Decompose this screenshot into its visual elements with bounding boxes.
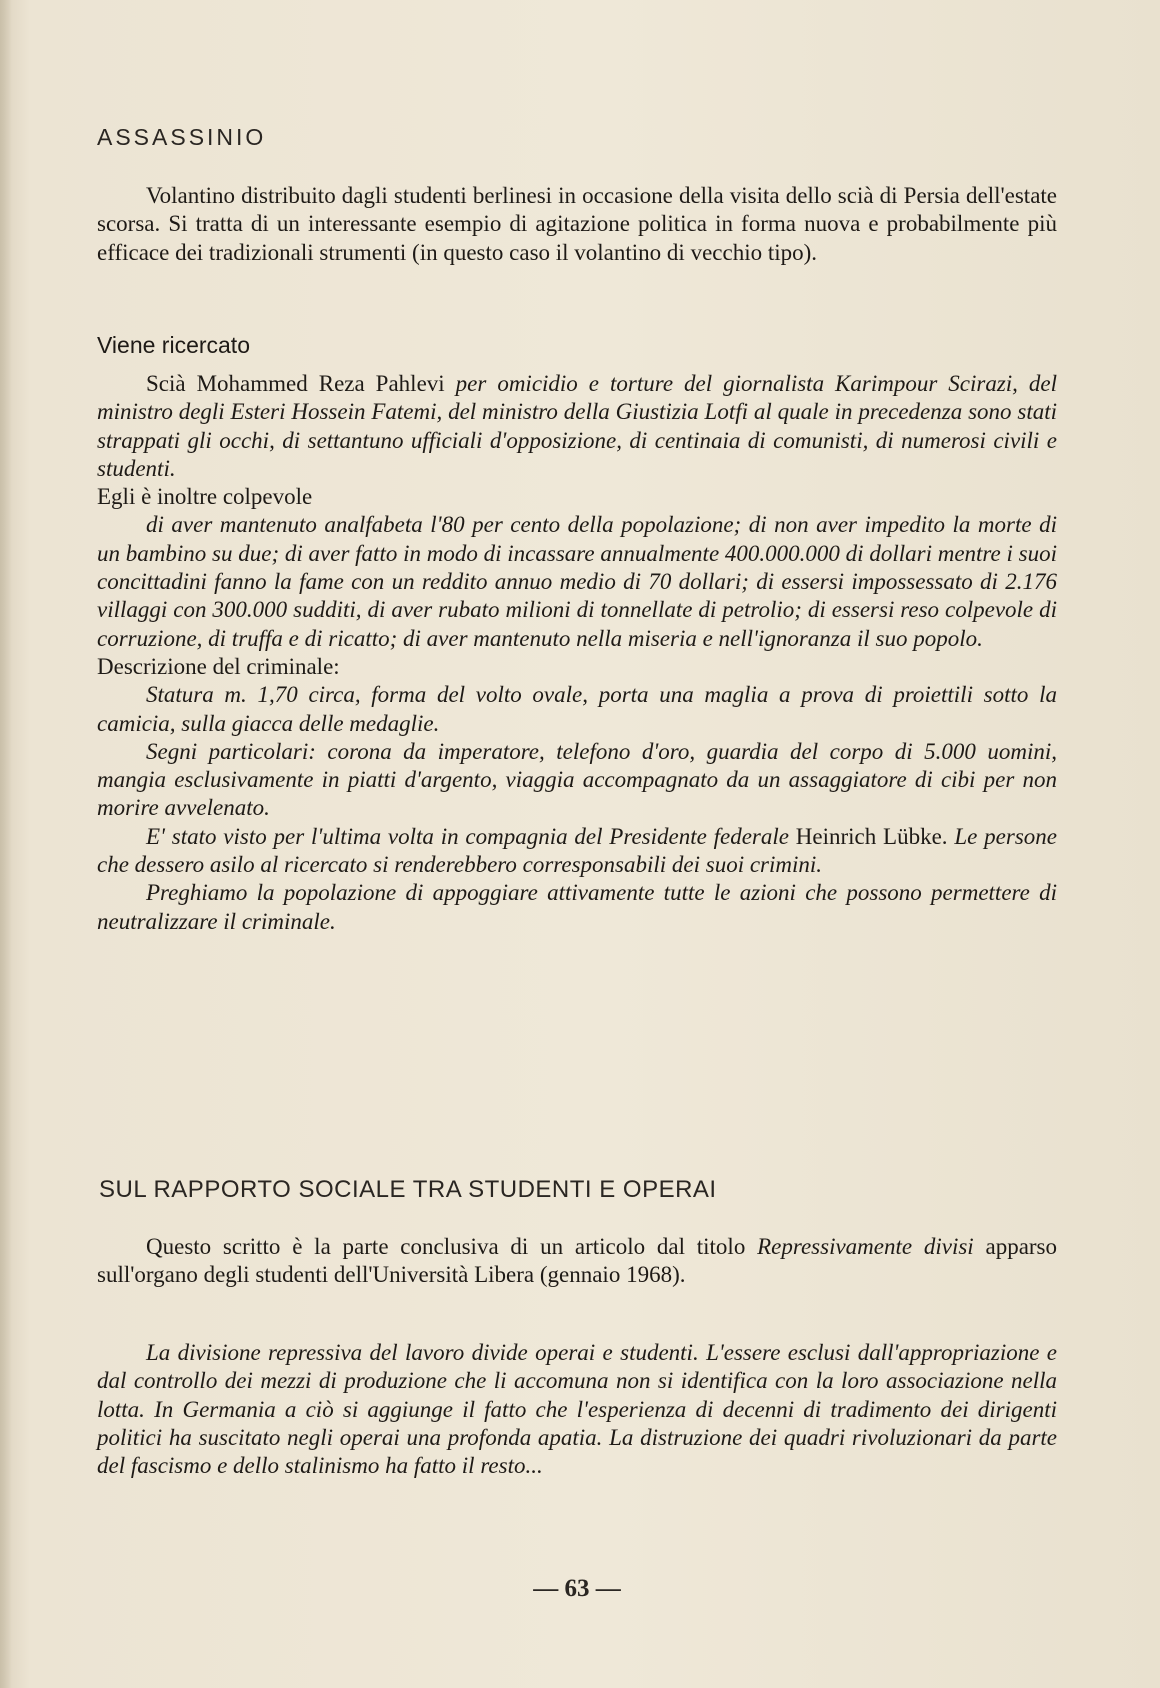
charges-paragraph xyxy=(97,370,1057,483)
section1-intro: Volantino distribuito dagli studenti berlinesi in occasione della visita dello scià di Persia dell'estate scorsa. Si tratta di un interessante esempio di agitazione politica in forma nuova e probabilmente più efficace dei tradizionali strumenti (in questo caso il volantino di vecchio tipo). xyxy=(97,183,1057,265)
wanted-notice xyxy=(97,370,1057,936)
document-page xyxy=(97,0,1057,1688)
last-seen-paragraph xyxy=(97,823,1057,880)
last-seen-text: E' stato visto per l'ultima volta in compagnia del Presidente federale xyxy=(146,823,789,849)
charges-text: per omicidio e torture del giornalista Karimpour Scirazi, del ministro degli Esteri Hossein Fatemi, del ministro della Giustizia Lotfi al quale in precedenza sono stati strappati gli occhi, di settantuno ufficiali d'opposizione, di centinaia di comunisti, di numerosi civili e studenti. xyxy=(97,371,1058,481)
section-title-assassinio: ASSASSINIO xyxy=(97,124,267,150)
section-title-rapporto: SUL RAPPORTO SOCIALE TRA STUDENTI E OPERAI xyxy=(99,1176,717,1203)
stature-text: Statura m. 1,70 circa, forma del volto ovale, porta una maglia a prova di proiettili sotto la camicia, sulla giacca delle medaglie. xyxy=(97,682,1057,736)
subject-name: Scià Mohammed Reza Pahlevi xyxy=(146,371,445,396)
guilty-label: Egli è inoltre colpevole xyxy=(97,484,313,510)
wanted-label: Viene ricercato xyxy=(97,332,250,358)
intro-after: apparso sull'organo degli studenti dell'Università Libera (gennaio 1968). xyxy=(97,1234,1058,1288)
section2-intro xyxy=(97,1233,1057,1290)
marks-text: Segni particolari: corona da imperatore, telefono d'oro, guardia del corpo di 5.000 uomini, mangia esclusivamente in piatti d'argento, viaggia accompagnato da un assaggiatore di cibi per non morire avvelenato. xyxy=(97,738,1057,821)
intro-before: Questo scritto è la parte conclusiva di un articolo dal titolo xyxy=(146,1234,746,1259)
scan-edge-shadow xyxy=(0,0,12,1688)
appeal-text: Preghiamo la popolazione di appoggiare attivamente tutte le azioni che possono permettere di neutralizzare il criminale. xyxy=(97,880,1057,934)
accomplices-text: Le persone che dessero asilo al ricercato si renderebbero corresponsabili dei suoi crimini. xyxy=(97,823,1057,878)
page-number: — 63 — xyxy=(533,1575,621,1602)
article-title: Repressivamente divisi xyxy=(757,1234,974,1259)
last-seen-name: Heinrich Lübke. xyxy=(795,823,948,849)
description-label: Descrizione del criminale: xyxy=(97,653,340,679)
guilty-text: di aver mantenuto analfabeta l'80 per cento della popolazione; di non aver impedito la morte di un bambino su due; di aver fatto in modo di incassare annualmente 400.000.000 di dollari mentre i suoi concittadini fanno la fame con un reddito annuo medio di 70 dollari; di essersi impossessato di 2.176 villaggi con 300.000 sudditi, di aver rubato milioni di tonnellate di petrolio; di essersi reso colpevole di corruzione, di truffa e di ricatto; di aver mantenuto nella miseria e nell'ignoranza il suo popolo. xyxy=(97,512,1057,651)
section2-quote: La divisione repressiva del lavoro divide operai e studenti. L'essere esclusi dall'appropriazione e dal controllo dei mezzi di produzione che li accomuna non si identifica con la loro associazione nella lotta. In Germania a ciò si aggiunge il fatto che l'esperienza di decenni di tradimento dei dirigenti politici ha suscitato negli operai una profonda apatia. La distruzione dei quadri rivoluzionari da parte del fascismo e dello stalinismo ha fatto il resto... xyxy=(97,1340,1057,1479)
